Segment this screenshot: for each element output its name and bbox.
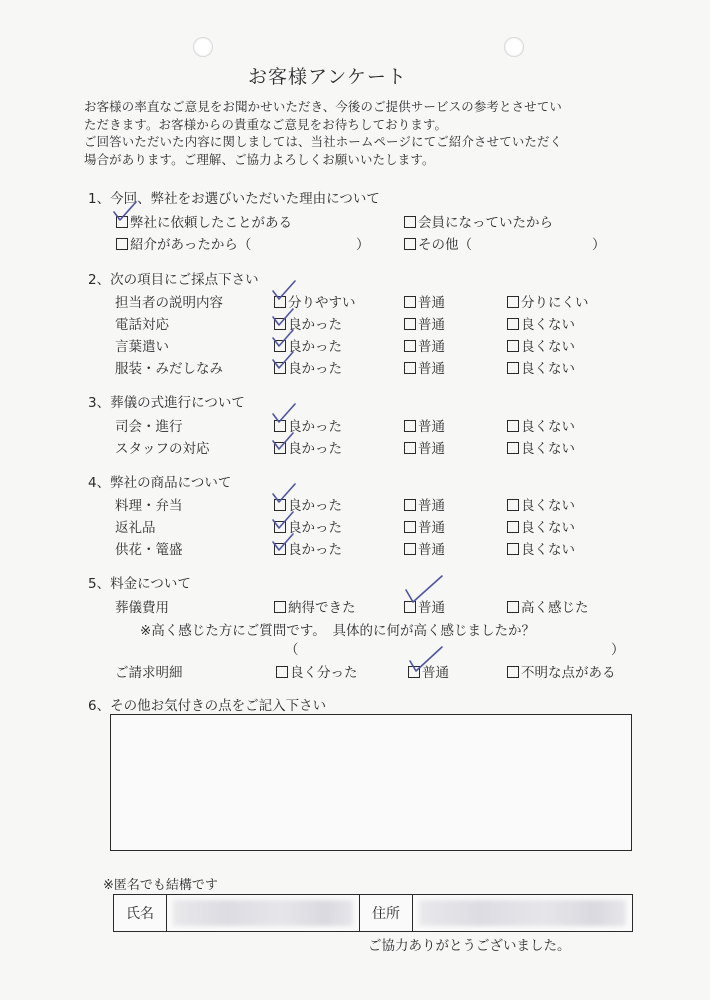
- s5-row2-label: ご請求明細: [115, 665, 183, 681]
- s1-referral-close: ）: [356, 237, 370, 253]
- s4-row-label: 料理・弁当: [115, 498, 183, 514]
- section-1-heading: 1、今回、弊社をお選びいただいた理由について: [88, 191, 380, 207]
- s2-r1-choice-3[interactable]: [507, 291, 589, 311]
- checkbox[interactable]: [507, 543, 519, 555]
- section-3-heading: 3、葬儀の式進行について: [88, 395, 245, 411]
- intro-line-4: 場合があります。ご理解、ご協力よろしくお願いいたします。: [84, 152, 435, 167]
- check-mark-s3-r1: [271, 402, 297, 424]
- s1-other-close: ）: [592, 237, 606, 253]
- s4-r3-choice-3[interactable]: [507, 538, 575, 558]
- punch-hole-right: [504, 37, 524, 57]
- choice-label: 良くない: [521, 498, 575, 514]
- checkbox[interactable]: [507, 420, 519, 432]
- s2-row-label: 言葉遣い: [115, 339, 169, 355]
- choice-label: 良くない: [521, 317, 575, 333]
- intro-line-3: ご回答いただいた内容に関しましては、当社ホームページにてご紹介させていただく: [84, 134, 563, 149]
- s4-row-label: 供花・篭盛: [115, 542, 183, 558]
- s2-r4-choice-3[interactable]: [507, 357, 575, 377]
- s3-r2-choice-3[interactable]: [507, 437, 575, 457]
- redacted-address: [419, 900, 626, 926]
- check-mark-s2-r2: [271, 305, 297, 327]
- choice-label: 普通: [418, 295, 445, 311]
- choice-label: 良くない: [521, 339, 575, 355]
- s2-r2-choice-3[interactable]: [507, 313, 575, 333]
- checkbox[interactable]: [404, 340, 416, 352]
- checkbox[interactable]: [404, 543, 416, 555]
- thanks-message: ご協力ありがとうございました。: [368, 938, 571, 954]
- s2-r1-choice-2[interactable]: [404, 291, 445, 311]
- checkbox[interactable]: [507, 296, 519, 308]
- address-label: 住所: [360, 895, 413, 931]
- s4-r1-choice-3[interactable]: [507, 494, 575, 514]
- address-field[interactable]: [413, 895, 632, 931]
- punch-hole-left: [193, 37, 213, 57]
- checkbox[interactable]: [404, 238, 416, 250]
- option-label: その他（: [418, 237, 472, 253]
- choice-label: 普通: [422, 665, 449, 681]
- choice-label: 良かった: [288, 542, 342, 558]
- choice-label: 良かった: [288, 441, 342, 457]
- name-field[interactable]: [167, 895, 360, 931]
- choice-label: 良かった: [288, 520, 342, 536]
- checkbox[interactable]: [507, 521, 519, 533]
- checkbox[interactable]: [404, 521, 416, 533]
- checkbox[interactable]: [507, 442, 519, 454]
- choice-label: 普通: [418, 419, 445, 435]
- s2-row-label: 服装・みだしなみ: [115, 361, 223, 377]
- choice-label: 良く分った: [290, 665, 358, 681]
- s2-row-label: 担当者の説明内容: [115, 295, 223, 311]
- s3-row-label: 司会・進行: [115, 419, 183, 435]
- s1-option-referral[interactable]: [116, 233, 251, 253]
- name-label: 氏名: [114, 895, 167, 931]
- s3-r2-choice-2[interactable]: [404, 437, 445, 457]
- choice-label: 不明な点がある: [521, 665, 616, 681]
- option-label: 弊社に依頼したことがある: [130, 215, 292, 231]
- s5-paren-open: （: [285, 642, 299, 658]
- choice-label: 良かった: [288, 419, 342, 435]
- check-mark-s2-r1: [271, 279, 297, 301]
- choice-label: 普通: [418, 542, 445, 558]
- choice-label: 良くない: [521, 361, 575, 377]
- choice-label: 普通: [418, 441, 445, 457]
- choice-label: 納得できた: [288, 600, 356, 616]
- choice-label: 良くない: [521, 419, 575, 435]
- s5-r2-choice-3[interactable]: [507, 661, 616, 681]
- s5-row1-label: 葬儀費用: [115, 600, 169, 616]
- checkbox[interactable]: [404, 296, 416, 308]
- choice-label: 良かった: [288, 339, 342, 355]
- s4-r2-choice-3[interactable]: [507, 516, 575, 536]
- s1-option-repeat[interactable]: [116, 211, 292, 231]
- check-mark-s3-r2: [271, 429, 297, 451]
- checkbox[interactable]: [404, 442, 416, 454]
- s2-row-label: 電話対応: [115, 317, 169, 333]
- section-2-heading: 2、次の項目にご採点下さい: [88, 272, 259, 288]
- section-4-heading: 4、弊社の商品について: [88, 475, 232, 491]
- section-5-heading: 5、料金について: [88, 576, 191, 592]
- s2-r4-choice-2[interactable]: [404, 357, 445, 377]
- check-mark-s2-r4: [271, 348, 297, 370]
- checkbox[interactable]: [507, 340, 519, 352]
- choice-label: 普通: [418, 317, 445, 333]
- s5-question: ※高く感じた方にご質問です。 具体的に何が高く感じましたか？: [140, 623, 535, 639]
- name-address-table: [113, 894, 633, 932]
- intro-line-1: お客様の率直なご意見をお聞かせいただき、今後のご提供サービスの参考とさせてい: [84, 99, 562, 114]
- choice-label: 良くない: [521, 520, 575, 536]
- checkbox[interactable]: [404, 420, 416, 432]
- s5-r1-choice-1[interactable]: [274, 596, 356, 616]
- intro-line-2: ただきます。お客様からの貴重なご意見をお待ちしております。: [84, 117, 448, 132]
- s1-option-member[interactable]: [404, 211, 553, 231]
- page-title: お客様アンケート: [248, 66, 407, 88]
- choice-label: 良くない: [521, 441, 575, 457]
- choice-label: 高く感じた: [521, 600, 589, 616]
- section-6-heading: 6、その他お気付きの点をご記入下さい: [88, 698, 327, 714]
- check-mark-s1: [112, 200, 138, 222]
- s4-r2-choice-2[interactable]: [404, 516, 445, 536]
- check-mark-s5-r2: [408, 645, 444, 673]
- checkbox[interactable]: [276, 666, 288, 678]
- choice-label: 良くない: [521, 542, 575, 558]
- check-mark-s4-r3: [271, 530, 297, 552]
- s3-r1-choice-2[interactable]: [404, 415, 445, 435]
- choice-label: 普通: [418, 498, 445, 514]
- check-mark-s4-r2: [271, 508, 297, 530]
- checkbox[interactable]: [404, 216, 416, 228]
- s3-row-label: スタッフの対応: [115, 441, 210, 457]
- option-label: 会員になっていたから: [418, 215, 553, 231]
- checkbox[interactable]: [404, 362, 416, 374]
- choice-label: 普通: [418, 361, 445, 377]
- checkbox[interactable]: [404, 318, 416, 330]
- s4-r3-choice-2[interactable]: [404, 538, 445, 558]
- choice-label: 良かった: [288, 317, 342, 333]
- checkbox[interactable]: [116, 238, 128, 250]
- choice-label: 普通: [418, 339, 445, 355]
- checkbox[interactable]: [507, 499, 519, 511]
- check-mark-s5-r1: [404, 574, 444, 604]
- choice-label: 分りやすい: [288, 295, 356, 311]
- comment-textarea[interactable]: [110, 714, 632, 851]
- checkbox[interactable]: [507, 318, 519, 330]
- s4-r1-choice-2[interactable]: [404, 494, 445, 514]
- choice-label: 普通: [418, 520, 445, 536]
- s5-r1-choice-3[interactable]: [507, 596, 589, 616]
- checkbox[interactable]: [507, 362, 519, 374]
- option-label: 紹介があったから（: [130, 237, 252, 253]
- choice-label: 分りにくい: [521, 295, 589, 311]
- check-mark-s4-r1: [271, 482, 297, 504]
- s2-r3-choice-3[interactable]: [507, 335, 575, 355]
- choice-label: 普通: [418, 600, 445, 616]
- checkbox[interactable]: [274, 601, 286, 613]
- s5-r2-choice-1[interactable]: [276, 661, 358, 681]
- s1-option-other[interactable]: [404, 233, 472, 253]
- checkbox[interactable]: [507, 601, 519, 613]
- choice-label: 良かった: [288, 498, 342, 514]
- s5-paren-close: ）: [611, 642, 625, 658]
- anonymous-note: ※匿名でも結構です: [103, 878, 218, 893]
- checkbox[interactable]: [507, 666, 519, 678]
- s2-r2-choice-2[interactable]: [404, 313, 445, 333]
- checkbox[interactable]: [404, 499, 416, 511]
- s4-row-label: 返礼品: [115, 520, 156, 536]
- redacted-name: [173, 900, 353, 926]
- choice-label: 良かった: [288, 361, 342, 377]
- s3-r1-choice-3[interactable]: [507, 415, 575, 435]
- check-mark-s2-r3: [271, 326, 297, 348]
- s2-r3-choice-2[interactable]: [404, 335, 445, 355]
